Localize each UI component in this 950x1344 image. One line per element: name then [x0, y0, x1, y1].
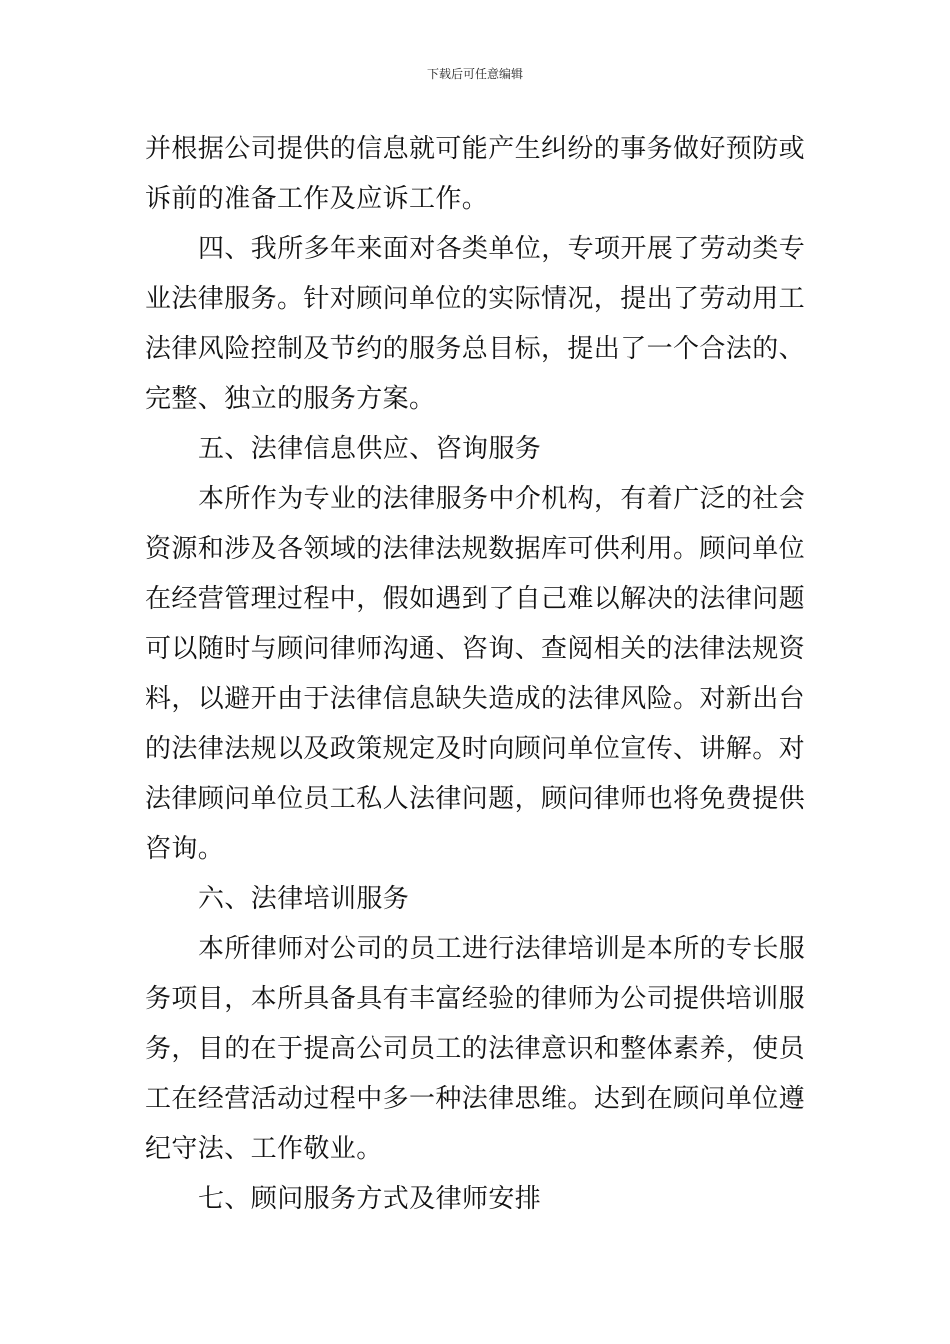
document-body: [145, 124, 807, 1224]
text-line: 七、顾问服务方式及律师安排: [198, 1184, 542, 1214]
text-line: 五、法律信息供应、咨询服务: [198, 434, 542, 464]
text-line: 本所作为专业的法律服务中介机构，有着广泛的社会: [198, 484, 806, 514]
text-line: 咨询。: [145, 834, 225, 864]
text-line: 务，目的在于提高公司员工的法律意识和整体素养，使员: [145, 1034, 806, 1064]
text-line: 在经营管理过程中，假如遇到了自己难以解决的法律问题: [145, 584, 806, 614]
text-line: 本所律师对公司的员工进行法律培训是本所的专长服: [198, 934, 806, 964]
text-line: 六、法律培训服务: [198, 884, 410, 914]
text-line: 料，以避开由于法律信息缺失造成的法律风险。对新出台: [145, 684, 806, 714]
text-line: 纪守法、工作敬业。: [145, 1134, 383, 1164]
text-line: 完整、独立的服务方案。: [145, 384, 436, 414]
text-line: 务项目，本所具备具有丰富经验的律师为公司提供培训服: [145, 984, 806, 1014]
page-header: 下载后可任意编辑: [426, 67, 523, 81]
text-line: 四、我所多年来面对各类单位，专项开展了劳动类专: [198, 234, 806, 264]
text-line: 工在经营活动过程中多一种法律思维。达到在顾问单位遵: [145, 1084, 806, 1114]
text-line: 并根据公司提供的信息就可能产生纠纷的事务做好预防或: [145, 134, 806, 164]
text-line: 法律风险控制及节约的服务总目标，提出了一个合法的、: [145, 334, 806, 364]
text-line: 法律顾问单位员工私人法律问题，顾问律师也将免费提供: [145, 784, 806, 814]
text-line: 资源和涉及各领域的法律法规数据库可供利用。顾问单位: [145, 534, 806, 564]
text-line: 的法律法规以及政策规定及时向顾问单位宣传、讲解。对: [145, 734, 806, 764]
text-line: 可以随时与顾问律师沟通、咨询、查阅相关的法律法规资: [145, 634, 806, 664]
text-line: 业法律服务。针对顾问单位的实际情况，提出了劳动用工: [145, 284, 806, 314]
text-line: 诉前的准备工作及应诉工作。: [145, 184, 489, 214]
